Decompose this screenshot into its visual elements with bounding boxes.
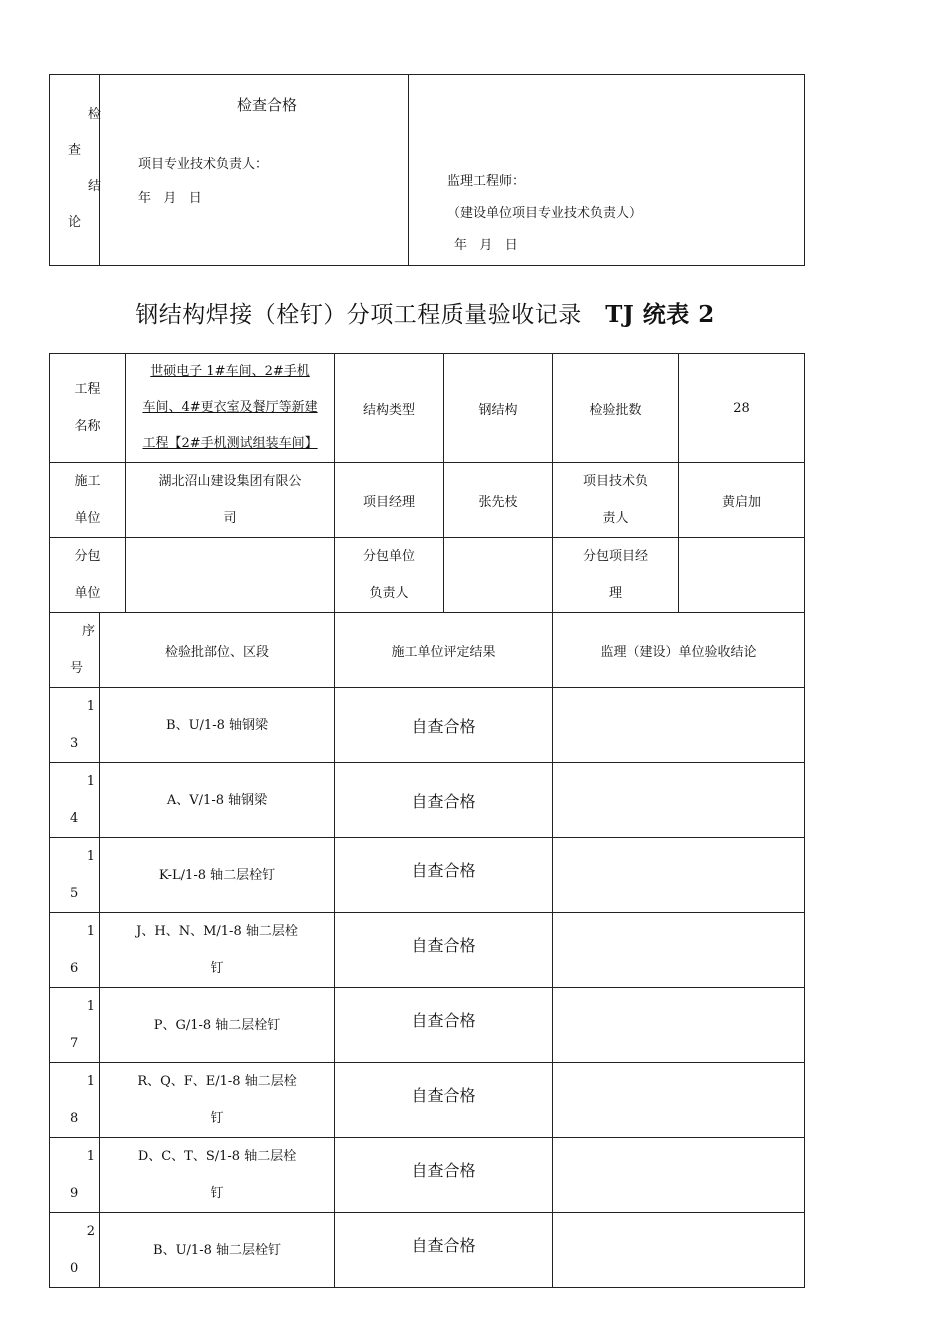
label-line: 施工: [74, 474, 101, 489]
label-line: 责人: [602, 511, 629, 526]
seq-digit: 7: [70, 1036, 79, 1051]
sub-lead-label: [335, 538, 444, 613]
owner-tech-lead-label: （建设单位项目专业技术负责人）: [447, 206, 643, 221]
supervisor-date: 年 月 日: [454, 238, 518, 253]
row-location: [100, 1063, 335, 1138]
row-location: [100, 763, 335, 838]
location-line: 钉: [210, 1111, 224, 1126]
table-row: [50, 763, 805, 838]
row-result: 自查合格: [335, 1063, 553, 1138]
seq-digit: 8: [70, 1111, 79, 1126]
label-line: 分包单位: [363, 549, 416, 564]
location-line: K-L/1-8 轴二层栓钉: [158, 867, 276, 883]
label-line: 单位: [74, 586, 101, 601]
project-name-value: [126, 354, 335, 463]
seq-digit: 1: [86, 699, 95, 714]
row-seq: [50, 1138, 100, 1213]
table-row: [50, 688, 805, 763]
row-location: [100, 913, 335, 988]
acceptance-record-table: [49, 353, 805, 1288]
location-line: J、H、N、M/1-8 轴二层栓: [136, 924, 298, 939]
row-seq: [50, 763, 100, 838]
row-review: [553, 1138, 805, 1213]
tech-lead-signature-label: 项目专业技术负责人：: [138, 157, 269, 172]
table-row: [50, 913, 805, 988]
row-review: [553, 988, 805, 1063]
seq-digit: 1: [86, 1149, 95, 1164]
row-review: [553, 838, 805, 913]
label-line: 号: [70, 661, 84, 676]
col-header-location: 检验批部位、区段: [100, 613, 335, 688]
sub-lead-value: [444, 538, 553, 613]
table-row: [50, 1213, 805, 1288]
label-line: 负责人: [369, 586, 409, 601]
value-line: 湖北沼山建设集团有限公: [158, 474, 302, 489]
row-location: [100, 1213, 335, 1288]
seq-digit: 1: [86, 999, 95, 1014]
location-line: 钉: [210, 1186, 224, 1201]
seq-digit: 1: [86, 774, 95, 789]
sub-pm-value: [679, 538, 805, 613]
value-line: 世硕电子 1#车间、2#手机: [150, 364, 310, 379]
location-line: R、Q、F、E/1-8 轴二层栓: [137, 1074, 297, 1089]
supervisor-signature-label: 监理工程师：: [447, 174, 526, 189]
title-code: TJ 统表 2: [605, 301, 715, 328]
inspection-conclusion-table: [49, 74, 805, 266]
sub-pm-label: [553, 538, 679, 613]
label-line: 工程: [74, 382, 101, 397]
project-name-label: [50, 354, 126, 463]
row-seq: [50, 688, 100, 763]
contractor-label: [50, 463, 126, 538]
location-line: P、G/1-8 轴二层栓钉: [153, 1017, 281, 1033]
location-line: B、U/1-8 轴二层栓钉: [153, 1242, 281, 1258]
tech-lead-label: [553, 463, 679, 538]
conclusion-label: [50, 75, 100, 266]
row-seq: [50, 1063, 100, 1138]
seq-digit: 9: [70, 1186, 79, 1201]
contractor-conclusion-cell: [100, 75, 409, 266]
conclusion-label-char: 论: [68, 215, 82, 230]
row-result: 自查合格: [335, 688, 553, 763]
seq-digit: 0: [70, 1261, 79, 1276]
subcontractor-label: [50, 538, 126, 613]
col-header-supervisor-result: 监理（建设）单位验收结论: [553, 613, 805, 688]
location-line: 钉: [210, 961, 224, 976]
row-location: [100, 1138, 335, 1213]
seq-digit: 5: [70, 886, 79, 901]
label-line: 项目技术负: [583, 474, 649, 489]
seq-digit: 4: [70, 811, 79, 826]
row-seq: [50, 988, 100, 1063]
tech-lead-value: 黄启加: [679, 463, 805, 538]
row-result: 自查合格: [335, 1213, 553, 1288]
label-line: 序: [81, 624, 95, 639]
label-line: 理: [609, 586, 623, 601]
pm-label: 项目经理: [335, 463, 444, 538]
location-line: B、U/1-8 轴钢梁: [166, 717, 268, 733]
conclusion-label-char: 结: [88, 179, 102, 194]
conclusion-label-char: 检: [88, 107, 102, 122]
table-row: [50, 838, 805, 913]
table-row: [50, 1138, 805, 1213]
document-title: [0, 296, 850, 329]
label-line: 分包: [74, 549, 101, 564]
seq-digit: 1: [86, 849, 95, 864]
title-main: 钢结构焊接（栓钉）分项工程质量验收记录: [135, 302, 582, 328]
row-location: [100, 688, 335, 763]
table-row: [50, 988, 805, 1063]
subcontractor-value: [126, 538, 335, 613]
row-review: [553, 1063, 805, 1138]
row-location: [100, 988, 335, 1063]
label-line: 分包项目经: [583, 549, 649, 564]
location-line: A、V/1-8 轴钢梁: [166, 792, 268, 808]
row-result: 自查合格: [335, 763, 553, 838]
seq-digit: 2: [86, 1224, 95, 1239]
label-line: 单位: [74, 511, 101, 526]
batch-count-label: 检验批数: [553, 354, 679, 463]
row-review: [553, 1213, 805, 1288]
batch-count-value: 28: [679, 354, 805, 463]
row-review: [553, 763, 805, 838]
seq-digit: 1: [86, 1074, 95, 1089]
label-line: 名称: [74, 419, 101, 434]
contractor-date: 年 月 日: [138, 191, 202, 206]
structure-type-label: 结构类型: [335, 354, 444, 463]
pm-value: 张先枝: [444, 463, 553, 538]
row-review: [553, 913, 805, 988]
row-seq: [50, 913, 100, 988]
pass-text: 检查合格: [237, 96, 298, 114]
row-result: 自查合格: [335, 913, 553, 988]
location-line: D、C、T、S/1-8 轴二层栓: [137, 1149, 297, 1164]
row-review: [553, 688, 805, 763]
row-seq: [50, 838, 100, 913]
seq-digit: 3: [70, 736, 79, 751]
contractor-value: [126, 463, 335, 538]
row-seq: [50, 1213, 100, 1288]
table-row: [50, 1063, 805, 1138]
row-result: 自查合格: [335, 988, 553, 1063]
value-line: 工程【2#手机测试组装车间】: [142, 436, 318, 451]
row-result: 自查合格: [335, 1138, 553, 1213]
seq-digit: 1: [86, 924, 95, 939]
row-result: 自查合格: [335, 838, 553, 913]
value-line: 车间、4#更衣室及餐厅等新建: [142, 400, 318, 415]
value-line: 司: [223, 511, 237, 526]
col-header-contractor-result: 施工单位评定结果: [335, 613, 553, 688]
seq-digit: 6: [70, 961, 79, 976]
conclusion-label-char: 查: [68, 143, 82, 158]
structure-type-value: 钢结构: [444, 354, 553, 463]
supervisor-conclusion-cell: [409, 75, 805, 266]
col-header-seq: [50, 613, 100, 688]
row-location: [100, 838, 335, 913]
